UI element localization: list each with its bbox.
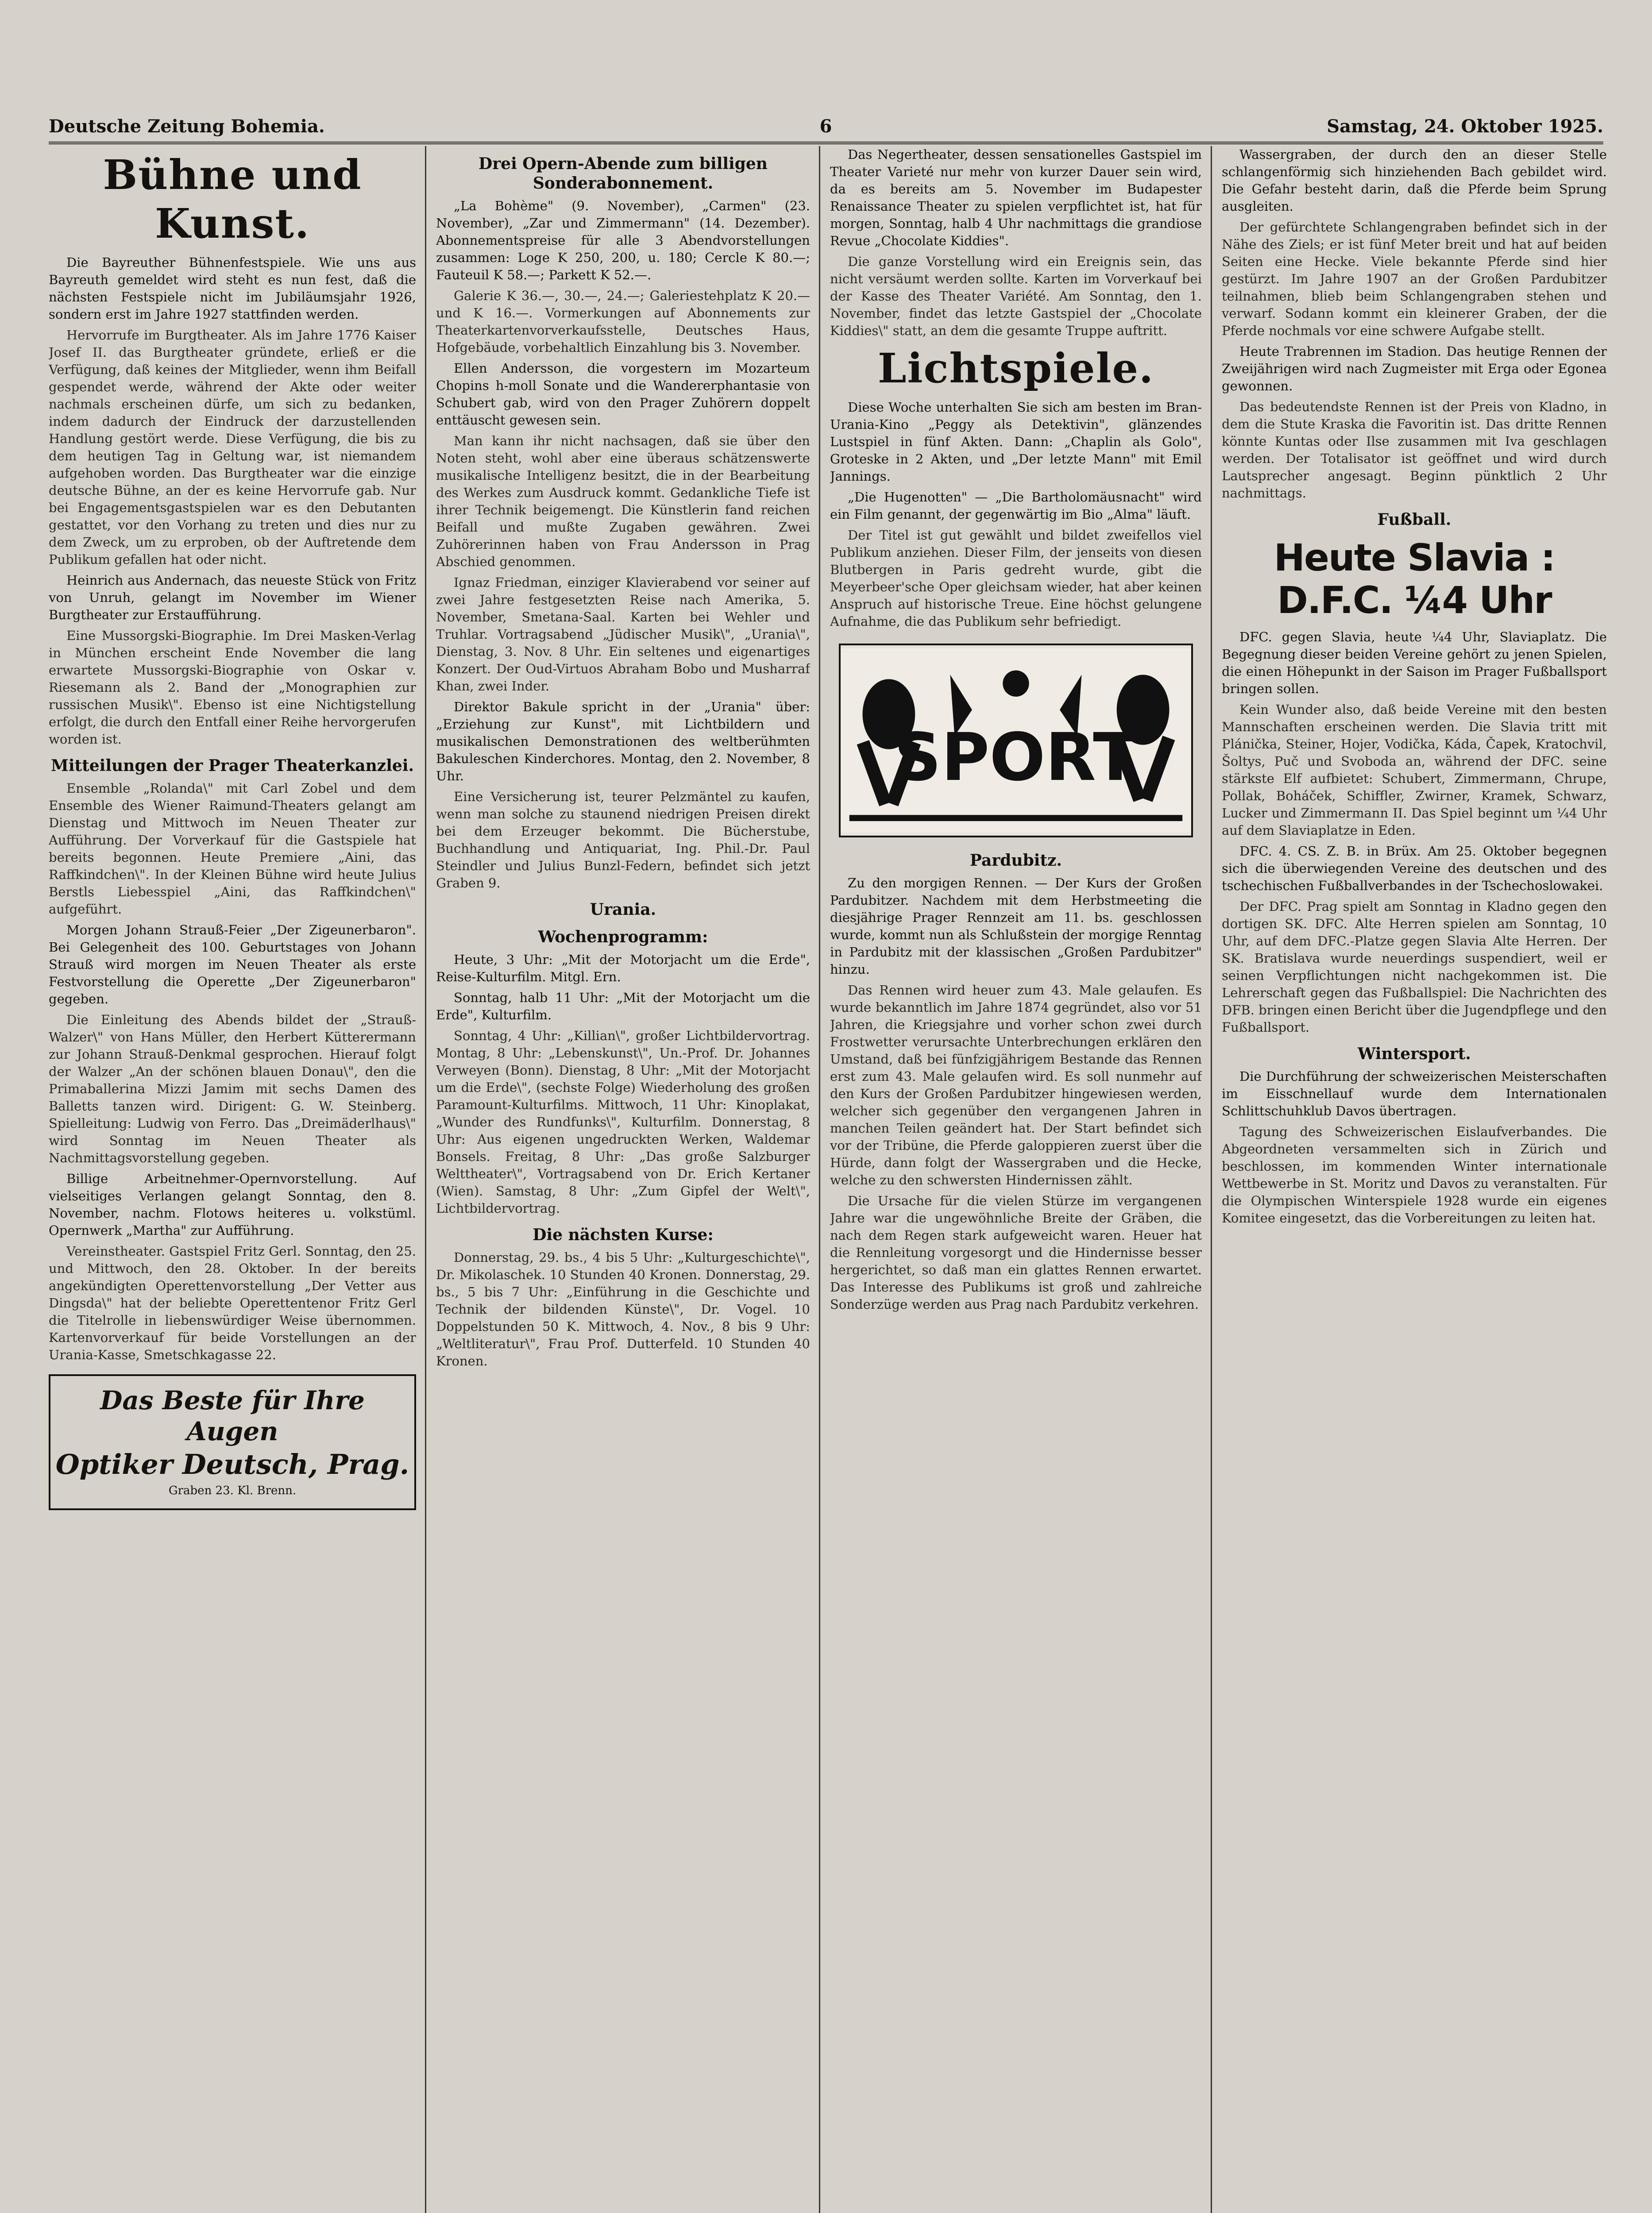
- article-body: Ensemble „Rolanda\" mit Carl Zobel und dem Ensemble des Wiener Raimund-Theaters gelangt am Dienstag und Mittwoch im Neuen Theater zur Aufführung. Der Vorverkauf für die Gastspiele hat bereits begonnen. Heute Premiere „Aini, das Raffkindchen\". In der Kleinen Bühne wird heute Julius Berstls Liebesspiel „Aini, das Raffkindchen\" aufgeführt.: [49, 781, 416, 917]
- article-paragraph: Zu den morgigen Rennen. — Der Kurs der Großen Pardubitzer. Nachdem mit dem Herbstmeeting die diesjährige Prager Rennzeit am 11. bs. geschlossen wurde, kommt nun als Schlußstein der morgige Renntag in Pardubitz mit der klassischen „Großen Pardubitzer" hinzu.: [830, 875, 1202, 977]
- page-number: 6: [819, 116, 832, 137]
- article-body: Tagung des Schweizerischen Eislaufverbandes. Die Abgeordneten versammelten sich in Zürich und beschlossen, im kommenden Winter internationale Wettbewerbe in St. Moritz und Davos zu veranstalten. Für die Olympischen Winterspiele 1928 wurde ein eigenes Komitee eingesetzt, das die Vorbereitungen zu leiten hat.: [1222, 1124, 1607, 1226]
- article-paragraph: Heinrich aus Andernach, das neueste Stück von Fritz von Unruh, gelangt im November im Wiener Burgtheater zur Erstaufführung.: [49, 573, 416, 622]
- article-body: Der DFC. Prag spielt am Sonntag in Kladno gegen den dortigen SK. DFC. Alte Herren spielen am Sonntag, 10 Uhr, auf dem DFC.-Platze gegen Slavia Alte Herren. Der SK. Bratislava wurde neuerdings suspendiert, weil er seinen Verpflichtungen nicht nachgekommen ist. Die Lehrerschaft gegen das Fußballspiel: Die Nachrichten des DFB. bringen einen Bericht über die Jugendpflege und den Fußballsport.: [1222, 899, 1607, 1035]
- ad-company: Optiker Deutsch, Prag.: [55, 1448, 409, 1480]
- match-headline: Heute Slavia : D.F.C. ¼4 Uhr: [1274, 536, 1555, 622]
- article-body: Das Rennen wird heuer zum 43. Male gelaufen. Es wurde bekanntlich im Jahre 1874 gegründet, also vor 51 Jahren, die Kriegsjahre und vorher schon zwei durch Frostwetter verursachte Unterbrechungen erklären den Umstand, daß bei fünfzigjährigem Bestande das Rennen erst zum 43. Male gelaufen wird. Es soll nunmehr auf den Kurs der Großen Pardubitzer hingewiesen werden, welcher sich gegenüber den vergangenen Jahren in manchen Teilen geändert hat. Der Start befindet sich vor der Tribüne, die Pferde galoppieren zuerst über die Hürde, dann folgt der Wassergraben und die Hecke, welche zu den schwersten Hindernissen zählt.: [830, 983, 1202, 1187]
- article-body: Der gefürchtete Schlangengraben befindet sich in der Nähe des Ziels; er ist fünf Meter breit und hat auf beiden Seiten eine Hecke. Viele bekannte Pferde sind hier gestürzt. Im Jahre 1907 an der Großen Pardubitzer teilnahmen, blieb beim Schlangengraben stehen und verwarf. Sodann kommt ein kleinerer Graben, der die Pferde nochmals vor eine schwere Aufgabe stellt.: [1222, 220, 1607, 338]
- article-body: Eine Versicherung ist, teurer Pelzmäntel zu kaufen, wenn man solche zu staunend niedrigen Preisen direkt bei dem Erzeuger bekommt. Die Bücherstube, Buchhandlung und Antiquariat, Ing. Phil.-Dr. Paul Steindler und Julius Bunzl-Federn, befindet sich jetzt Graben 9.: [436, 789, 810, 891]
- article-paragraph: DFC. 4. CS. Z. B. in Brüx. Am 25. Oktober begegnen sich die überwiegenden Vereine des deutschen und des tschechischen Fußballverbandes in der Tschechoslowakei.: [1222, 844, 1607, 893]
- section-heading: Die nächsten Kurse:: [533, 1226, 714, 1244]
- column-rule: [425, 146, 426, 2213]
- program-entry: Heute, 3 Uhr: „Mit der Motorjacht um die Erde", Reise-Kulturfilm. Mitgl. Ern.: [436, 952, 810, 984]
- article-body: Das bedeutendste Rennen ist der Preis von Kladno, in dem die Stute Kraska die Favoritin ist. Das dritte Rennen könnte Kuntas oder Ilse zusammen mit Iva geschlagen werden. Der Totalisator ist geöffnet und wird durch Lautsprecher angesagt. Beginn pünktlich 2 Uhr nachmittags.: [1222, 399, 1607, 501]
- article-paragraph: Die Bayreuther Bühnenfestspiele. Wie uns aus Bayreuth gemeldet wird steht es nun fest, daß die nächsten Festspiele nicht im Jubiläumsjahr 1926, sondern erst im Jahre 1927 stattfinden werden.: [49, 255, 416, 322]
- section-heading: Mitteilungen der Prager Theaterkanzlei.: [50, 756, 414, 775]
- sport-illustration: [841, 645, 1191, 836]
- article-paragraph: Diese Woche unterhalten Sie sich am besten im Bran-Urania-Kino „Peggy als Detektivin", glänzendes Lustspiel in fünf Akten. Dann: „Chaplin als Golo", Groteske in 2 Akten, und „Der letzte Mann" mit Emil Jannings.: [830, 400, 1202, 484]
- section-title: Lichtspiele.: [877, 344, 1154, 392]
- ad-address: Graben 23. Kl. Brenn.: [168, 1484, 297, 1497]
- newspaper-name: Deutsche Zeitung Bohemia.: [49, 116, 325, 137]
- article-body: Galerie K 36.—, 30.—, 24.—; Galeriestehplatz K 20.— und K 16.—. Vormerkungen auf Abonnements zur Theaterkartenvorverkaufsstelle, Deutsches Haus, Hofgebäude, vorbehaltlich Einzahlung bis 3. November.: [436, 288, 810, 355]
- article-body: Kein Wunder also, daß beide Vereine mit den besten Mannschaften erscheinen werden. Die Slavia tritt mit Plánička, Steiner, Hojer, Vodička, Káda, Čapek, Kratochvil, Šoltys, Puč und Svoboda an, während der DFC. seine stärkste Elf aufbietet: Schubert, Zimmermann, Chrupe, Pollak, Boháček, Schiffler, Zwirner, Kramek, Schwarz, Lucker und Zimmermann II. Das Spiel beginnt um ¼4 Uhr auf dem Slaviaplatze in Eden.: [1222, 702, 1607, 838]
- article-body: Vereinstheater. Gastspiel Fritz Gerl. Sonntag, den 25. und Mittwoch, den 28. Oktober. In der bereits angekündigten Operettenvorstellung „Der Vetter aus Dingsda\" hat der beliebte Operettentenor Fritz Gerl die Titelrolle in liebenswürdiger Weise übernommen. Kartenvorverkauf für beide Vorstellungen an der Urania-Kasse, Smetschkagasse 22.: [49, 1244, 416, 1362]
- section-heading: Pardubitz.: [969, 851, 1062, 870]
- article-body: Die Ursache für die vielen Stürze im vergangenen Jahre war die ungewöhnliche Breite der Gräben, die nach dem Regen stark aufgeweicht waren. Heuer hat die Rennleitung vorgesorgt und die Hindernisse besser hergerichtet, so daß man ein glattes Rennen erwartet. Das Interesse des Publikums ist groß und zahlreiche Sonderzüge werden aus Prag nach Pardubitz verkehren.: [830, 1193, 1202, 1312]
- article-paragraph: „La Bohème" (9. November), „Carmen" (23. November), „Zar und Zimmermann" (14. Dezember). Abonnementspreise für alle 3 Abendvorstellungen zusammen: Loge K 250, 200, u. 180; Cercle K 80.—; Fauteuil K 58.—; Parkett K 52.—.: [436, 198, 810, 282]
- article-body: Der Titel ist gut gewählt und bildet zweifellos viel Publikum anziehen. Dieser Film, der jenseits von diesen Blutbergen in Paris gedreht wurde, gibt die Meyerbeer'sche Oper gleichsam wieder, hat aber keinen Anspruch auf historische Treue. Eine höchst gelungene Aufnahme, die das Publikum sehr befriedigt.: [830, 528, 1202, 629]
- section-heading: Wintersport.: [1358, 1045, 1471, 1063]
- article-paragraph: Heute Trabrennen im Stadion. Das heutige Rennen der Zweijährigen wird nach Zugmeister mit Erga oder Egonea gewonnen.: [1222, 344, 1607, 393]
- section-subheading: Wochenprogramm:: [538, 928, 708, 946]
- column-film-sport: [830, 146, 1202, 2213]
- article-body: Die Einleitung des Abends bildet der „Strauß-Walzer\" von Hans Müller, den Herbert Kütterermann zur Johann Strauß-Denkmal gesprochen. Hierauf folgt der Walzer „An der schönen blauen Donau\", den die Primaballerina Mizzi Jamim mit sechs Damen des Balletts tanzen wird. Dirigent: G. W. Steinberg. Spielleitung: Ludwig von Ferro. Das „Dreimäderlhaus\" wird Sonntag im Neuen Theater als Nachmittagsvorstellung gegeben.: [49, 1012, 416, 1165]
- sport-logo-text: SPORT: [894, 719, 1138, 796]
- page-header: [49, 111, 1603, 144]
- section-title: Bühne und Kunst.: [103, 151, 362, 247]
- issue-date: Samstag, 24. Oktober 1925.: [1327, 116, 1603, 137]
- article-title: Drei Opern-Abende zum billigen Sonderabonnement.: [479, 154, 768, 193]
- section-heading: Urania.: [590, 900, 656, 919]
- article-body: Donnerstag, 29. bs., 4 bis 5 Uhr: „Kulturgeschichte\", Dr. Mikolaschek. 10 Stunden 40 Kronen. Donnerstag, 29. bs., 5 bis 7 Uhr: „Einführung in die Geschichte und Technik der bildenden Künste\", Dr. Vogel. 10 Doppelstunden 50 K. Mittwoch, 4. Nov., 8 bis 9 Uhr: „Weltliteratur\", Frau Prof. Dutterfeld. 10 Stunden 40 Kronen.: [436, 1250, 810, 1369]
- section-heading: Fußball.: [1377, 510, 1451, 529]
- article-paragraph: Direktor Bakule spricht in der „Urania" über: „Erziehung zur Kunst", mit Lichtbildern und musikalischen Demonstrationen des weltberühmten Bakuleschen Kinderchores. Montag, den 2. November, 8 Uhr.: [436, 699, 810, 783]
- article-body: Eine Mussorgski-Biographie. Im Drei Masken-Verlag in München erscheint Ende November die lang erwartete Mussorgski-Biographie von Oskar v. Riesemann als 2. Band der „Monographien zur russischen Musik\". Ebenso ist eine Nichtigstellung erfolgt, die durch den Entfall einer Reihe hervorgerufen worden ist.: [49, 628, 416, 747]
- column-opera: [436, 146, 810, 2213]
- article-paragraph: „Die Hugenotten" — „Die Bartholomäusnacht" wird ein Film genannt, der gegenwärtig im Bio „Alma" läuft.: [830, 490, 1202, 522]
- column-sport: [1222, 146, 1607, 2213]
- article-paragraph: Das Negertheater, dessen sensationelles Gastspiel im Theater Varieté nur mehr von kurzer Dauer sein wird, da es bereits am 5. November im Budapester Renaissance Theater zu spielen verpflichtet ist, hat für morgen, Sonntag, halb 4 Uhr nachmittags die grandiose Revue „Chocolate Kiddies".: [830, 147, 1202, 248]
- article-paragraph: Morgen Johann Strauß-Feier „Der Zigeunerbaron". Bei Gelegenheit des 100. Geburtstages von Johann Strauß wird morgen im Neuen Theater als erste Festvorstellung die Operette „Der Zigeunerbaron" gegeben.: [49, 922, 416, 1006]
- program-entry: Sonntag, halb 11 Uhr: „Mit der Motorjacht um die Erde", Kulturfilm.: [436, 990, 810, 1022]
- article-body: Man kann ihr nicht nachsagen, daß sie über den Noten steht, wohl aber eine überaus schätzenswerte musikalische Intelligenz besitzt, die in der Bearbeitung des Werkes zum Ausdruck kommt. Gedankliche Tiefe ist ihrer Technik beigemengt. Die Künstlerin fand reichen Beifall und mußte Zugaben gewähren. Zwei Zuhörerinnen haben von Frau Andersson in Prag Abschied genommen.: [436, 433, 810, 569]
- article-paragraph: Billige Arbeitnehmer-Opernvorstellung. Auf vielseitiges Verlangen gelangt Sonntag, den 8. November, nachm. Flotows heiteres u. volkstüml. Opernwerk „Martha" zur Aufführung.: [49, 1171, 416, 1238]
- article-paragraph: Die Durchführung der schweizerischen Meisterschaften im Eisschnellauf wurde dem Internationalen Schlittschuhklub Davos übertragen.: [1222, 1069, 1607, 1118]
- article-paragraph: DFC. gegen Slavia, heute ¼4 Uhr, Slaviaplatz. Die Begegnung dieser beiden Vereine gehört zu jenen Spielen, die einen Höhepunkt in der Saison im Prager Fußballsport bringen sollen.: [1222, 629, 1607, 696]
- article-body: Hervorrufe im Burgtheater. Als im Jahre 1776 Kaiser Josef II. das Burgtheater gründete, erließ er die Verfügung, daß keines der Mitglieder, wenn ihm Beifall gespendet werde, während der Akte oder weiter nachmals erscheinen dürfe, um sich zu bedanken, indem dadurch der Eindruck der darzustellenden Handlung gestört werde. Diese Verfügung, die bis zu dem heutigen Tag in Geltung war, ist niemandem aufgehoben worden. Das Burgtheater war die einzige deutsche Bühne, an der es keine Hervorrufe gab. Nur bei Engagementsgastspielen war es den Debutanten gestattet, vor den Vorhang zu treten und dies nur zu dem Zweck, um zu erproben, ob der Auftretende dem Publikum gefallen hat oder nicht.: [49, 328, 416, 567]
- article-body: Die ganze Vorstellung wird ein Ereignis sein, das nicht versäumt werden sollte. Karten im Vorverkauf bei der Kasse des Theater Variété. Am Sonntag, den 1. November, findet das letzte Gastspiel der „Chocolate Kiddies\" statt, an dem die gesamte Truppe auftritt.: [830, 254, 1202, 338]
- sport-section-logo: [839, 644, 1193, 837]
- article-paragraph: Ellen Andersson, die vorgestern im Mozarteum Chopins h-moll Sonate und die Wandererphantasie von Schubert gab, wird von den Prager Zuhörern doppelt enttäuscht gewesen sein.: [436, 361, 810, 428]
- column-rule: [1211, 146, 1212, 2213]
- optician-advertisement: [49, 1374, 416, 1510]
- article-paragraph: Wassergraben, der durch den an dieser Stelle schlangenförmig sich hinziehenden Bach gebildet wird. Die Gefahr besteht darin, daß die Pferde beim Sprung ausgleiten.: [1222, 147, 1607, 214]
- column-rule: [819, 146, 820, 2213]
- column-theater: [49, 146, 416, 2213]
- article-body: Ignaz Friedman, einziger Klavierabend vor seiner auf zwei Jahre festgesetzten Reise nach Amerika, 5. November, Smetana-Saal. Karten bei Wehler und Truhlar. Vortragsabend „Jüdischer Musik\", „Urania\", Dienstag, 3. Nov. 8 Uhr. Ein seltenes und eigenartiges Konzert. Der Oud-Virtuos Abraham Bobo und Musharraf Khan, zwei Inder.: [436, 575, 810, 694]
- article-body: Sonntag, 4 Uhr: „Killian\", großer Lichtbildervortrag. Montag, 8 Uhr: „Lebenskunst\", Un.-Prof. Dr. Johannes Verweyen (Bonn). Dienstag, 8 Uhr: „Mit der Motorjacht um die Erde\", (sechste Folge) Wiederholung des großen Paramount-Kulturfilms. Mittwoch, 11 Uhr: Kinoplakat, „Wunder des Rundfunks\", Kulturfilm. Donnerstag, 8 Uhr: Aus eigenen ungedruckten Werken, Waldemar Bonsels. Freitag, 8 Uhr: „Das große Salzburger Welttheater\", Vortragsabend von Dr. Erich Kertaner (Wien). Samstag, 8 Uhr: „Zum Gipfel der Welt\", Lichtbildervortrag.: [436, 1028, 810, 1216]
- ad-slogan: Das Beste für Ihre Augen: [100, 1385, 365, 1446]
